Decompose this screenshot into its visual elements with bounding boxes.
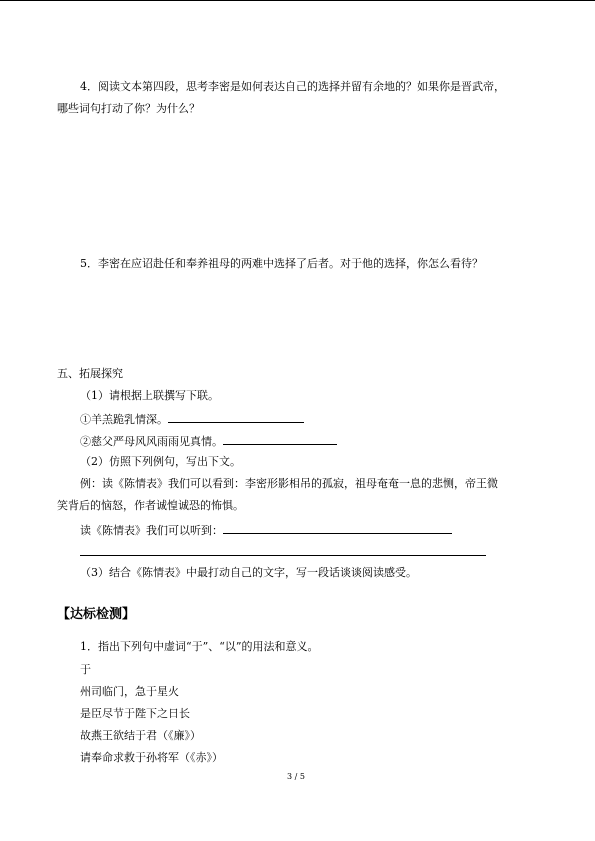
part3-prompt: （3）结合《陈情表》中最打动自己的文字，写一段话谈谈阅读感受。: [80, 566, 417, 579]
example-line-2: 笑背后的恼怒，作者诚惶诚恐的怖惧。: [57, 499, 244, 512]
q4-text-line1: 4．阅读文本第四段，思考李密是如何表达自己的选择并留有余地的？如果你是晋武帝，: [80, 80, 505, 93]
test-item-1: 州司临门，急于星火: [80, 685, 179, 698]
test-item-3: 故燕王欲结于君（《廉》）: [80, 729, 201, 742]
part1-prompt: （1）请根据上联撰写下联。: [80, 389, 219, 402]
example-line-1: 例：读《陈情表》我们可以看到：李密形影相吊的孤寂，祖母奄奄一息的悲恻，帝王微: [80, 477, 498, 490]
test-item-2: 是臣尽节于陛下之日长: [80, 707, 190, 720]
page-number: 3 / 5: [287, 772, 305, 781]
word-yu: 于: [80, 663, 91, 676]
couplet-line-2: [80, 433, 337, 449]
q4-text-line2: 哪些词句打动了你？为什么？: [57, 102, 200, 115]
test-item-4: 请奉命求救于孙将军（《赤》）: [80, 751, 223, 764]
answer-blank-4[interactable]: [80, 555, 486, 556]
test-heading: 【达标检测】: [57, 607, 136, 622]
couplet-text-1: ①羊羔跪乳情深。: [80, 413, 168, 426]
section5-title: 五、拓展探究: [57, 367, 123, 380]
answer-blank-1[interactable]: [168, 411, 304, 423]
answer-blank-2[interactable]: [223, 433, 337, 445]
listen-prompt: 读《陈情表》我们可以听到：: [80, 524, 223, 537]
answer-blank-3[interactable]: [223, 522, 452, 534]
couplet-text-2: ②慈父严母风风雨雨见真情。: [80, 435, 223, 448]
q5-text: 5．李密在应诏赴任和奉养祖母的两难中选择了后者。对于他的选择，你怎么看待？: [80, 257, 483, 270]
test-q1: 1．指出下列句中虚词“于”、“以”的用法和意义。: [80, 640, 319, 653]
part2-prompt: （2）仿照下列例句，写出下文。: [80, 455, 241, 468]
page-top-border: [0, 0, 595, 1]
listen-line: [80, 522, 452, 538]
couplet-line-1: [80, 411, 304, 427]
